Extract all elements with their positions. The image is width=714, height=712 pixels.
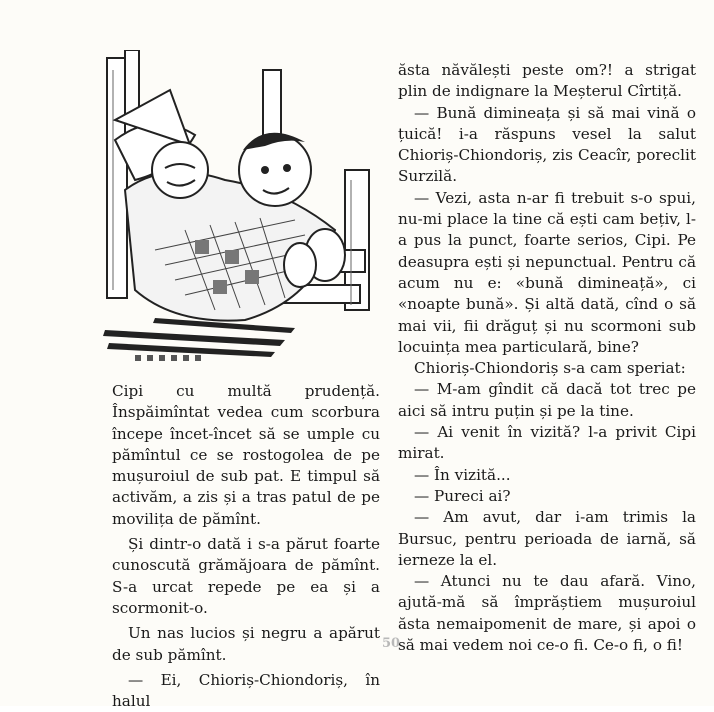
paragraph: Și dintr-o dată i s-a părut foarte cunoscută grămăjoara de pămînt. S-a urcat repede pe ea și a scormonit-o. bbox=[112, 535, 380, 617]
paragraph: — Am avut, dar i-am trimis la Bursuc, pentru perioada de iarnă, să ierneze la el. bbox=[398, 508, 696, 569]
text-column-left bbox=[112, 381, 380, 712]
paragraph: — Atunci nu te dau afară. Vino, ajută-mă să împrăștiem mușuroiul ăsta nemaipomenit de mare, și apoi o să mai vedem noi ce-o fi. Ce-o fi, o fi! bbox=[398, 572, 696, 655]
paragraph: — Ai venit în vizită? l-a privit Cipi mirat. bbox=[398, 423, 696, 463]
paragraph: — Bună dimineața și să mai vină o țuică! i-a răspuns vesel la salut Chioriș-Chiondoriș, zis Ceacîr, poreclit Surzilă. bbox=[398, 103, 696, 186]
paragraph: — Ei, Chioriș-Chiondoriș, în halul bbox=[112, 670, 380, 711]
paragraph: — Vezi, asta n-ar fi trebuit s-o spui, nu-mi place la tine că ești cam bețiv, l-a pus la punct, foarte serios, Cipi. Pe deasupra ești și nepunctual. Pentru că acum nu e: «bună dimineață», ci «noapte bună». Și altă dată, cînd o să mai vii, fii drăguț și nu scormoni sub locuința mea particulară, bine? bbox=[398, 188, 696, 356]
paragraph: Chioriș-Chiondoriș s-a cam speriat: bbox=[414, 359, 686, 378]
paragraph: — Pureci ai? bbox=[414, 486, 511, 505]
paragraph: — M-am gîndit că dacă tot trec pe aici să intru puțin și pe la tine. bbox=[398, 380, 696, 420]
page-number: 50 bbox=[381, 636, 401, 651]
paragraph: Un nas lucios și negru a apărut de sub pămînt. bbox=[112, 624, 380, 664]
illustration-characters-in-bed bbox=[95, 50, 385, 368]
paragraph: Cipi cu multă prudență. Înspăimîntat vedea cum scorbura începe încet-încet să se umple cu pămîntul ce se rostogolea de pe mușuroiul de sub pat. E timpul să activăm, a zis și a tras patul de pe movilița de pămînt. bbox=[112, 382, 380, 528]
text-column-right bbox=[398, 60, 696, 656]
paragraph: ăsta năvălești peste om?! a strigat plin de indignare la Meșterul Cîrtiță. bbox=[398, 61, 696, 101]
paragraph: — În vizită... bbox=[414, 465, 511, 484]
